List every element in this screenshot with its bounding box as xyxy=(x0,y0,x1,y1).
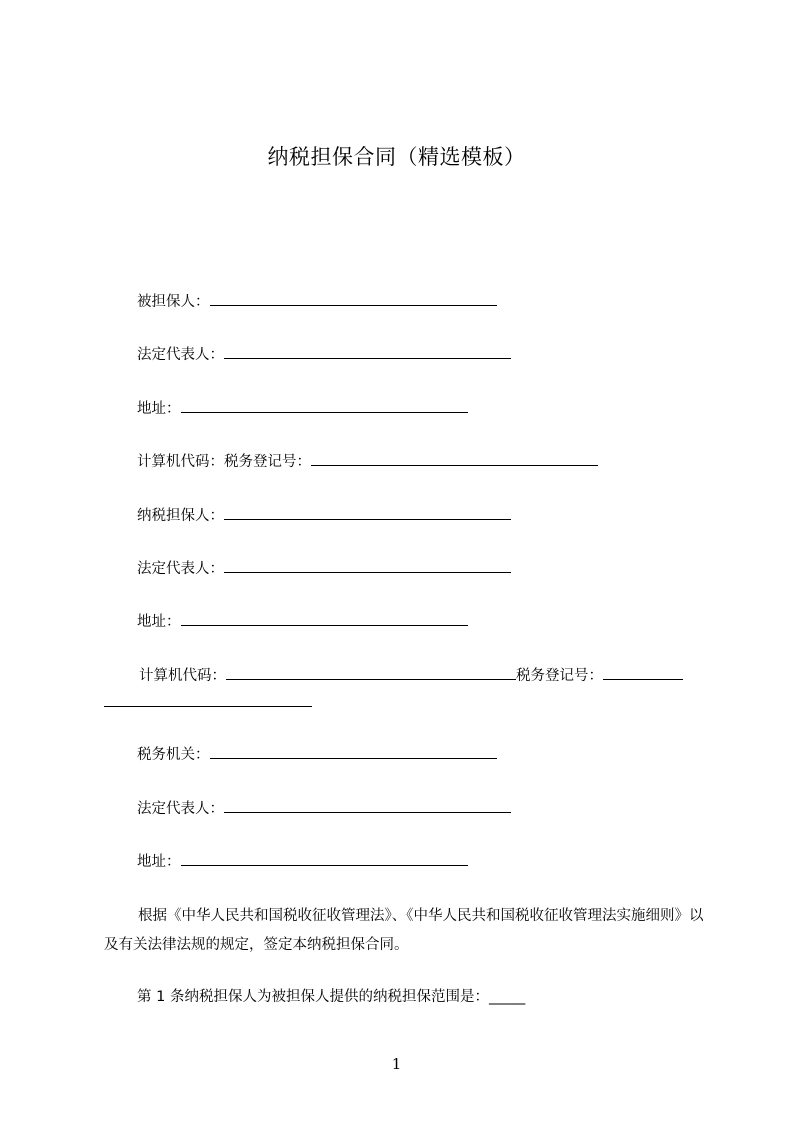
page-number: 1 xyxy=(391,1055,402,1073)
guarantor-address-label: 地址： xyxy=(137,614,181,630)
guarantor-legal-rep-field[interactable] xyxy=(224,558,511,573)
guaranteed-party-address-line xyxy=(137,398,468,420)
guarantor-code-field[interactable] xyxy=(226,665,516,680)
guarantor-address-field[interactable] xyxy=(181,611,468,626)
article-1-paragraph: 第 1 条纳税担保人为被担保人提供的纳税担保范围是：_____ xyxy=(137,989,526,1005)
guarantor-code-label: 计算机代码： xyxy=(139,668,226,684)
guaranteed-party-field[interactable] xyxy=(210,291,497,306)
guarantor-codes-line xyxy=(139,665,683,687)
tax-authority-legal-rep-label: 法定代表人： xyxy=(137,801,224,817)
tax-authority-label: 税务机关： xyxy=(137,747,210,763)
guarantor-label: 纳税担保人： xyxy=(137,508,224,524)
guaranteed-party-address-label: 地址： xyxy=(137,401,181,417)
guaranteed-party-codes-line xyxy=(137,451,598,473)
preamble-paragraph: 根据《中华人民共和国税收征收管理法》、《中华人民共和国税收征收管理法实施细则》以及有关法律法规的规定，签定本纳税担保合同。 xyxy=(104,908,704,953)
guarantor-tax-reg-continuation xyxy=(104,692,312,714)
tax-authority-address-label: 地址： xyxy=(137,854,181,870)
guaranteed-party-legal-rep-field[interactable] xyxy=(224,344,511,359)
guaranteed-party-legal-rep-label: 法定代表人： xyxy=(137,347,224,363)
guarantor-tax-reg-label: 税务登记号： xyxy=(516,668,603,684)
tax-authority-address-field[interactable] xyxy=(181,851,468,866)
guaranteed-party-line xyxy=(137,291,497,313)
guarantor-line xyxy=(137,505,511,527)
document-title: 纳税担保合同（精选模板） xyxy=(267,145,526,169)
tax-authority-legal-rep-field[interactable] xyxy=(224,798,511,813)
guaranteed-party-codes-field[interactable] xyxy=(311,451,598,466)
guaranteed-party-label: 被担保人： xyxy=(137,294,210,310)
guaranteed-party-address-field[interactable] xyxy=(181,398,468,413)
tax-authority-address-line xyxy=(137,851,468,873)
guarantor-address-line xyxy=(137,611,468,633)
guarantor-field[interactable] xyxy=(224,505,511,520)
guaranteed-party-codes-label: 计算机代码：税务登记号： xyxy=(137,454,311,470)
guarantor-legal-rep-label: 法定代表人： xyxy=(137,561,224,577)
guarantor-tax-reg-field-continued[interactable] xyxy=(104,692,312,707)
tax-authority-legal-rep-line xyxy=(137,798,511,820)
tax-authority-line xyxy=(137,744,497,766)
guarantor-tax-reg-field[interactable] xyxy=(603,665,683,680)
tax-authority-field[interactable] xyxy=(210,744,497,759)
guarantor-legal-rep-line xyxy=(137,558,511,580)
guaranteed-party-legal-rep-line xyxy=(137,344,511,366)
